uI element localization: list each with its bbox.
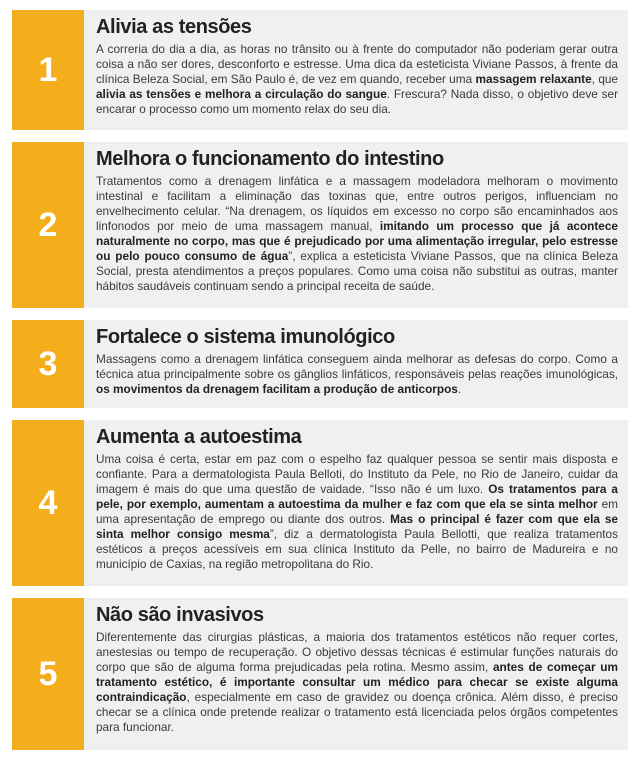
body-text: , que [591, 72, 618, 86]
benefit-item [12, 598, 628, 750]
item-text [96, 42, 618, 117]
item-number: 4 [12, 420, 84, 586]
item-content [84, 142, 628, 308]
body-text: Tratamentos como a drenagem linfática e a massagem modeladora melhoram o movimento intestinal e facilitam a eliminação das toxinas que, entre outros perigos, influenciam no envelhecimento celular. “Na drenagem, os líquidos em excesso no corpo são encaminhados aos linfonodos por meio de uma massagem manual, [96, 174, 618, 233]
highlight-text: Mas o principal é fazer com que ela se sinta melhor consigo mesma [96, 512, 618, 541]
item-number: 3 [12, 320, 84, 408]
body-text: Diferentemente das cirurgias plásticas, a maioria dos tratamentos estéticos não requer cortes, anestesias ou tempo de recuperação. O objetivo dessas técnicas é estimular funções naturais do corpo que são de alguma forma prejudicadas pela rotina. Mesmo assim, [96, 630, 618, 674]
item-title: Não são invasivos [96, 604, 264, 626]
body-text: ”, explica a esteticista Viviane Passos, que na clínica Beleza Social, presta atendimentos a preços populares. Como uma coisa não substitui as outras, manter hábitos saudáveis continuam sendo a principal receita de saúde. [96, 249, 619, 293]
body-text: Uma coisa é certa, estar em paz com o espelho faz qualquer pessoa se sentir mais disposta e confiante. Para a dermatologista Paula Belloti, do Instituto da Pele, no Rio de Janeiro, cuidar da imagem é mais do que uma questão de vaidade. “Isso não é um luxo. [96, 452, 618, 496]
benefit-item [12, 420, 628, 586]
item-number: 5 [12, 598, 84, 750]
highlight-text: os movimentos da drenagem facilitam a produção de anticorpos [96, 382, 458, 396]
body-text: em uma apresentação de emprego ou diante dos outros. [96, 497, 618, 526]
highlight-text: antes de começar um tratamento estético, é importante consultar um médico para checar se existe alguma contraindicação [96, 660, 618, 704]
body-text: . [457, 382, 462, 396]
benefit-item [12, 320, 628, 408]
item-content [84, 598, 628, 750]
body-text: Massagens como a drenagem linfática conseguem ainda melhorar as defesas do corpo. Como a técnica atua principalmente sobre os gânglios linfáticos, responsáveis pelas reações imunológicas, [96, 352, 618, 381]
item-title: Alivia as tensões [96, 16, 252, 38]
item-text [96, 452, 618, 572]
highlight-text: imitando um processo que já acontece naturalmente no corpo, mas que é prejudicado por uma alimentação irregular, pelo estresse ou pelo pouco consumo de água [96, 219, 618, 263]
highlight-text: Os tratamentos para a pele, por exemplo, aumentam a autoestima da mulher e faz com que ela se sinta melhor [96, 482, 618, 511]
item-number: 2 [12, 142, 84, 308]
benefit-item [12, 142, 628, 308]
item-text [96, 174, 618, 294]
body-text: A correria do dia a dia, as horas no trânsito ou à frente do computador não poderiam gerar outra coisa a não ser dores, desconforto e estresse. Uma dica da esteticista Viviane Passos, à frente da clínica Beleza Social, em São Paulo é, de vez em quando, receber uma [96, 42, 618, 86]
item-text [96, 352, 618, 397]
highlight-text: alivia as tensões e melhora a circulação do sangue [96, 87, 387, 101]
item-content [84, 420, 628, 586]
benefit-item [12, 10, 628, 130]
item-title: Aumenta a autoestima [96, 426, 302, 448]
body-text: . Frescura? Nada disso, o objetivo deve ser encarar o processo como um momento relax do seu dia. [96, 87, 618, 116]
item-number: 1 [12, 10, 84, 130]
item-text [96, 630, 618, 735]
item-content [84, 10, 628, 130]
body-text: ”, diz a dermatologista Paula Bellotti, que realiza tratamentos estéticos a preços acessíveis em sua clínica Instituto da Pelle, no bairro de Madureira e no município de Caxias, na região metropolitana do Rio. [96, 527, 618, 571]
item-title: Melhora o funcionamento do intestino [96, 148, 444, 170]
body-text: , especialmente em caso de gravidez ou doença crônica. Além disso, é preciso checar se a clínica onde pretende realizar o tratamento está licenciada pelos órgãos competentes para funcionar. [96, 690, 618, 734]
highlight-text: massagem relaxante [475, 72, 592, 86]
item-content [84, 320, 628, 408]
item-title: Fortalece o sistema imunológico [96, 326, 395, 348]
